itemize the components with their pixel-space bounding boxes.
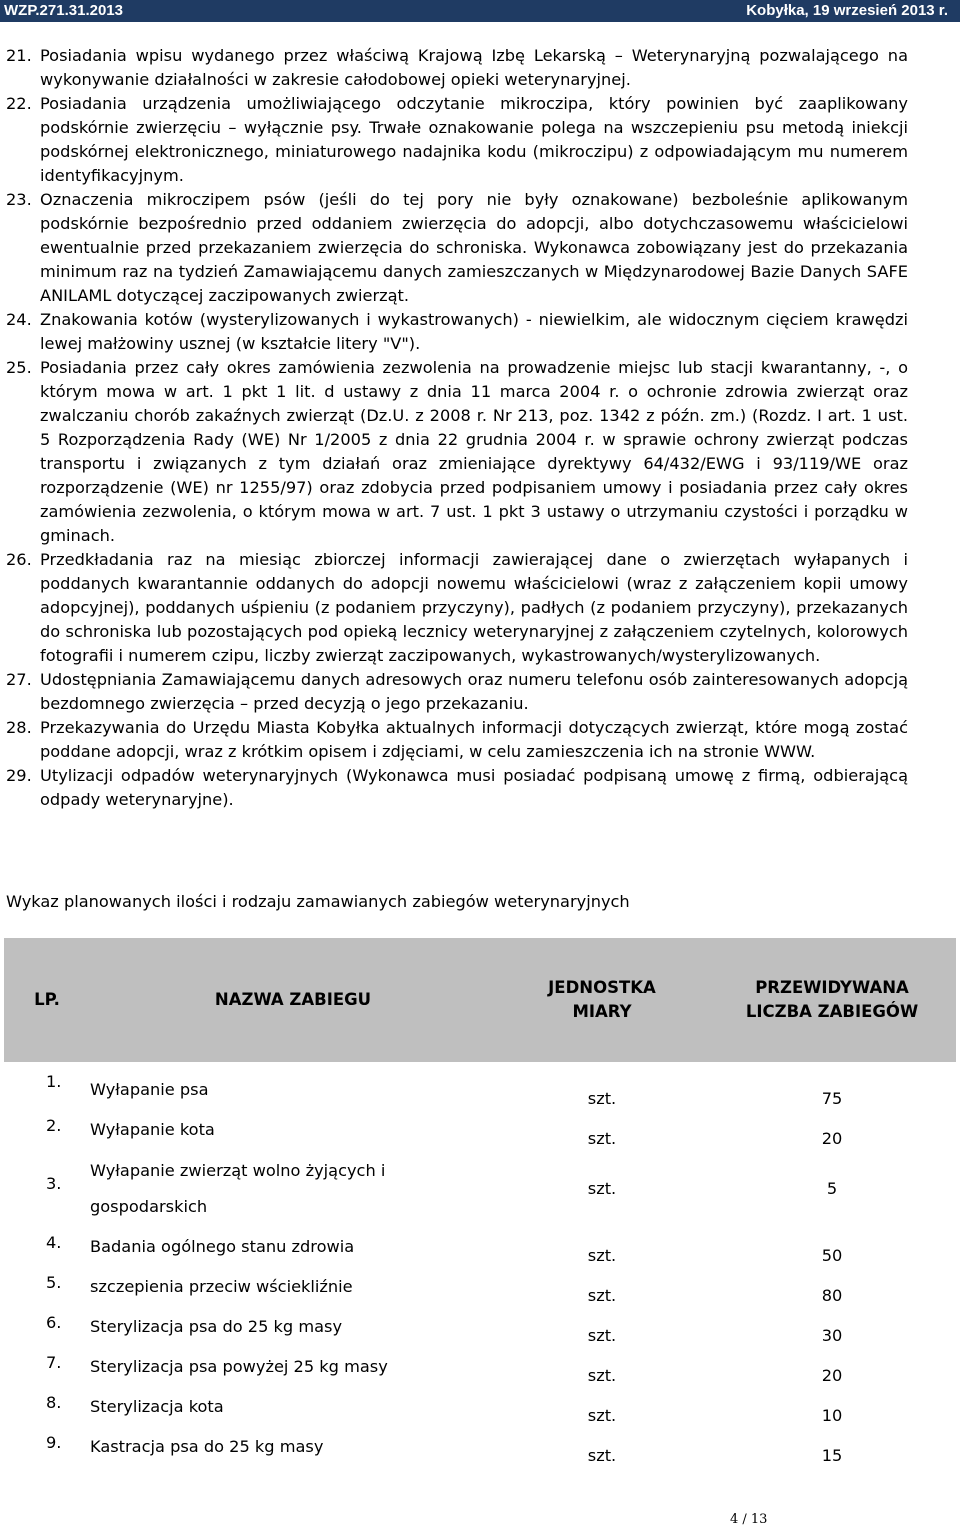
document-date: Kobyłka, 19 wrzesień 2013 r. bbox=[746, 2, 948, 19]
cell-qty: 5 bbox=[826, 1179, 838, 1198]
item-text: Przekazywania do Urzędu Miasta Kobyłka aktualnych informacji dotyczących zwierząt, które mogą zostać poddane adopcji, wraz z krótkim opisem i zdjęciami, w celu zamieszczenia ich na stronie WWW. bbox=[40, 718, 908, 761]
table-row bbox=[4, 1309, 956, 1349]
table-header-row bbox=[4, 938, 956, 1062]
cell-lp: 3. bbox=[46, 1174, 62, 1193]
list-item bbox=[6, 548, 908, 668]
table-intro: Wykaz planowanych ilości i rodzaju zamawianych zabiegów weterynaryjnych bbox=[6, 892, 630, 911]
list-item bbox=[6, 92, 908, 188]
table-row bbox=[4, 1152, 956, 1229]
cell-lp: 6. bbox=[46, 1313, 62, 1332]
cell-unit: szt. bbox=[587, 1179, 617, 1198]
cell-name: Wyłapanie kota bbox=[90, 1120, 215, 1139]
header-unit-label: JEDNOSTKA MIARY bbox=[548, 978, 656, 1021]
table-row bbox=[4, 1229, 956, 1269]
table-row bbox=[4, 1429, 956, 1469]
page-number: 4 / 13 bbox=[730, 1512, 768, 1527]
item-number: 28. bbox=[6, 718, 32, 737]
item-text: Udostępniania Zamawiającemu danych adresowych oraz numeru telefonu osób zainteresowanych adopcją bezdomnego zwierzęcia – przed decyzją o jego przekazaniu. bbox=[40, 670, 908, 713]
cell-name bbox=[90, 1152, 496, 1229]
item-text: Utylizacji odpadów weterynaryjnych (Wykonawca musi posiadać podpisaną umowę z firmą, odbierającą odpady weterynaryjne). bbox=[40, 766, 908, 809]
cell-name-text: Wyłapanie zwierząt wolno żyjących i gospodarskich bbox=[90, 1160, 386, 1216]
list-item bbox=[6, 188, 908, 308]
item-text: Przedkładania raz na miesiąc zbiorczej informacji zawierającej dane o zwierzętach wyłapanych i poddanych kwarantannie oddanych do adopcji nowemu właścicielowi (wraz z załączeniem kopii umowy adopcyjnej), poddanych uśpieniu (z podaniem przyczyny), padłych (z podaniem przyczyny), przekazanych do schroniska lub pozostających pod opieką lecznicy weterynaryjnej z załączeniem czytelnych, kolorowych fotografii i numerem czipu, liczby zwierząt zaczipowanych, wykastrowanych/wysterylizowanych. bbox=[40, 550, 908, 665]
header-name: NAZWA ZABIEGU bbox=[90, 938, 496, 1062]
cell-name: Sterylizacja psa do 25 kg masy bbox=[90, 1317, 343, 1336]
cell-lp: 7. bbox=[46, 1353, 62, 1372]
cell-name: Sterylizacja kota bbox=[90, 1397, 224, 1416]
cell-lp: 8. bbox=[46, 1393, 62, 1412]
item-number: 26. bbox=[6, 550, 32, 569]
cell-qty: 20 bbox=[821, 1366, 843, 1385]
header-unit bbox=[496, 938, 708, 1062]
cell-qty: 50 bbox=[821, 1246, 843, 1265]
cell-unit: szt. bbox=[587, 1326, 617, 1345]
cell-lp: 9. bbox=[46, 1433, 62, 1452]
requirements-list bbox=[6, 44, 908, 812]
cell-qty: 15 bbox=[821, 1446, 843, 1465]
table-row bbox=[4, 1112, 956, 1152]
header-qty bbox=[708, 938, 956, 1062]
cell-qty: 10 bbox=[821, 1406, 843, 1425]
cell-unit: szt. bbox=[587, 1129, 617, 1148]
cell-unit: szt. bbox=[587, 1366, 617, 1385]
item-number: 27. bbox=[6, 670, 32, 689]
list-item bbox=[6, 668, 908, 716]
cell-name: Badania ogólnego stanu zdrowia bbox=[90, 1237, 355, 1256]
list-item bbox=[6, 356, 908, 548]
table-row bbox=[4, 1389, 956, 1429]
table-row bbox=[4, 1349, 956, 1389]
cell-lp: 2. bbox=[46, 1116, 62, 1135]
table-row bbox=[4, 1062, 956, 1112]
item-text: Posiadania wpisu wydanego przez właściwą Krajową Izbę Lekarską – Weterynaryjną pozwalającego na wykonywanie działalności w zakresie całodobowej opieki weterynaryjnej. bbox=[40, 46, 908, 89]
cell-unit: szt. bbox=[587, 1446, 617, 1465]
item-number: 24. bbox=[6, 310, 32, 329]
cell-unit: szt. bbox=[587, 1089, 617, 1108]
header-qty-label: PRZEWIDYWANA LICZBA ZABIEGÓW bbox=[745, 978, 919, 1021]
list-item bbox=[6, 716, 908, 764]
item-number: 29. bbox=[6, 766, 32, 785]
procedures-table bbox=[4, 938, 956, 1469]
cell-qty: 80 bbox=[821, 1286, 843, 1305]
item-number: 22. bbox=[6, 94, 32, 113]
cell-lp: 5. bbox=[46, 1273, 62, 1292]
cell-qty: 30 bbox=[821, 1326, 843, 1345]
item-text: Posiadania przez cały okres zamówienia zezwolenia na prowadzenie miejsc lub stacji kwarantanny, -, o którym mowa w art. 1 pkt 1 lit. d ustawy z dnia 11 marca 2004 r. o ochronie zdrowia zwierząt oraz zwalczaniu chorób zakaźnych zwierząt (Dz.U. z 2008 r. Nr 213, poz. 1342 z późn. zm.) (Rozdz. I art. 1 ust. 5 Rozporządzenia Rady (WE) Nr 1/2005 z dnia 22 grudnia 2004 r. w sprawie ochrony zwierząt podczas transportu i związanych z tym działań oraz zmieniające dyrektywy 64/432/EWG i 93/119/WE oraz rozporządzenie (WE) nr 1255/97) oraz zdobycia przed podpisaniem umowy i posiadania przez cały okres zamówienia zezwolenia, o którym mowa w art. 7 ust. 1 pkt 3 ustawy o utrzymaniu czystości i porządku w gminach. bbox=[40, 358, 908, 545]
header-lp: LP. bbox=[4, 938, 90, 1062]
list-item bbox=[6, 44, 908, 92]
cell-qty: 20 bbox=[821, 1129, 843, 1148]
document-reference: WZP.271.31.2013 bbox=[4, 2, 123, 19]
cell-unit: szt. bbox=[587, 1246, 617, 1265]
cell-name: Sterylizacja psa powyżej 25 kg masy bbox=[90, 1357, 388, 1376]
item-number: 25. bbox=[6, 358, 32, 377]
page-header-bar bbox=[0, 0, 960, 22]
cell-qty: 75 bbox=[821, 1089, 843, 1108]
item-text: Posiadania urządzenia umożliwiającego odczytanie mikroczipa, który powinien być zaaplikowany podskórnie zwierzęciu – wyłącznie psy. Trwałe oznakowanie polega na wszczepieniu psu metodą iniekcji podskórnej elektronicznego, miniaturowego nadajnika kodu (mikroczipu) z odpowiadającym mu numerem identyfikacyjnym. bbox=[40, 94, 908, 185]
item-number: 21. bbox=[6, 46, 32, 65]
cell-name: Kastracja psa do 25 kg masy bbox=[90, 1437, 324, 1456]
cell-lp: 4. bbox=[46, 1233, 62, 1252]
cell-unit: szt. bbox=[587, 1406, 617, 1425]
list-item bbox=[6, 764, 908, 812]
item-number: 23. bbox=[6, 190, 32, 209]
cell-lp: 1. bbox=[46, 1072, 62, 1091]
cell-unit: szt. bbox=[587, 1286, 617, 1305]
table-row bbox=[4, 1269, 956, 1309]
cell-name: Wyłapanie psa bbox=[90, 1080, 209, 1099]
list-item bbox=[6, 308, 908, 356]
item-text: Znakowania kotów (wysterylizowanych i wykastrowanych) - niewielkim, ale widocznym cięciem krawędzi lewej małżowiny usznej (w kształcie litery "V"). bbox=[40, 310, 908, 353]
cell-name: szczepienia przeciw wściekliźnie bbox=[90, 1277, 353, 1296]
item-text: Oznaczenia mikroczipem psów (jeśli do tej pory nie były oznakowane) bezboleśnie aplikowanym podskórnie bezpośrednio przed oddaniem zwierzęcia do adopcji, albo dotychczasowemu właścicielowi ewentualnie przed przekazaniem zwierzęcia do schroniska. Wykonawca zobowiązany jest do przekazania minimum raz na tydzień Zamawiającemu danych zamieszczanych w Międzynarodowej Bazie Danych SAFE ANILAML dotyczącej zaczipowanych zwierząt. bbox=[40, 190, 908, 305]
